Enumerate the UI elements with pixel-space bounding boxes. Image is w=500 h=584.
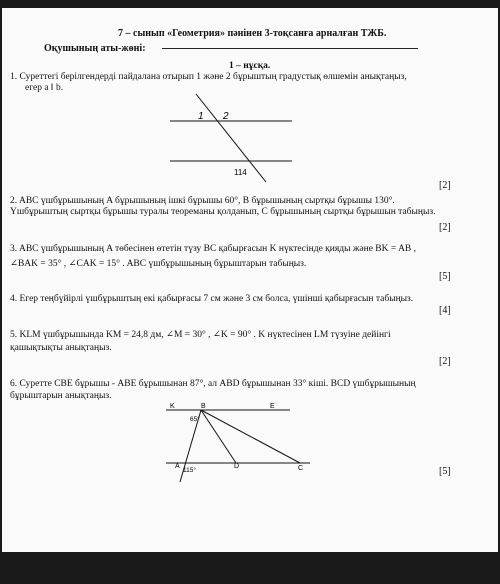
task-5-line-1: 5. KLM үшбұрышында KM = 24,8 дм, ∠M = 30° , ∠K = 90° . K нүктесінен LM түзуіне дейінгі	[10, 330, 391, 340]
task-3-line-2: ∠BAK = 35° , ∠CAK = 15° . ABC үшбұрышының бұрыштарын табыңыз.	[10, 259, 307, 269]
variant-label: 1 – нұсқа.	[229, 61, 271, 71]
task-4-line-1: 4. Егер теңбүйірлі үшбұрыштың екі қабырғасы 7 см және 3 см болса, үшінші қабырғасын табыңыз.	[10, 294, 414, 304]
point-k-label: K	[170, 403, 175, 410]
point-e-label: E	[270, 403, 275, 410]
task-5-score: [2]	[439, 356, 451, 367]
task-2-line-1: 2. ABC үшбұрышының A бұрышының ішкі бұрышы 60°, B бұрышының сыртқы бұрышы 130°.	[10, 196, 395, 206]
task-2-line-2: Үшбұрыштың сыртқы бұрышы туралы теореманы қолданып, C бұрышының сыртқы бұрышын табыңыз.	[10, 207, 436, 217]
task-6-score: [5]	[439, 466, 451, 477]
task-1-line-1: 1. Суреттегі берілгендерді пайдалана отырып 1 және 2 бұрыштың градустық өлшемін анықтаңыз,	[10, 72, 407, 82]
point-c-label: C	[298, 465, 304, 472]
task-6-line-1: 6. Суретте CBE бұрышы - ABE бұрышынан 87°, ал ABD бұрышынан 33° кіші. BCD үшбұрышының	[10, 379, 416, 389]
task-3-score: [5]	[439, 271, 451, 282]
task-5-line-2: қашықтықты анықтаңыз.	[10, 343, 112, 353]
line-bc	[201, 410, 300, 463]
bottom-frame-bar	[0, 552, 500, 584]
angle-65-label: 65°	[190, 416, 200, 423]
point-d-label: D	[234, 463, 240, 470]
task-4-score: [4]	[439, 305, 451, 316]
angle-114-label: 114	[234, 168, 247, 177]
line-bd	[201, 410, 236, 463]
task-2-score: [2]	[439, 222, 451, 233]
task-1-line-2: егер a ‖ b.	[25, 83, 64, 93]
angle-1-label: 1	[198, 111, 204, 122]
angle-2-label: 2	[223, 111, 229, 122]
worksheet-title: 7 – сынып «Геометрия» пәнінен 3-тоқсанға арналған ТЖБ.	[118, 28, 387, 39]
task-6-line-2: бұрыштарын анықтаңыз.	[10, 391, 112, 401]
task-1-score: [2]	[439, 180, 451, 191]
student-name-label: Оқушының аты-жөні:	[44, 43, 146, 54]
task-3-line-1: 3. ABC үшбұрышының A төбесінен өтетін түзу BC қабырғасын K нүктесінде қияды және BK = AB ,	[10, 244, 417, 254]
angle-115-label: 115°	[183, 467, 196, 474]
point-b-label: B	[201, 403, 206, 410]
point-a-label: A	[175, 463, 180, 470]
